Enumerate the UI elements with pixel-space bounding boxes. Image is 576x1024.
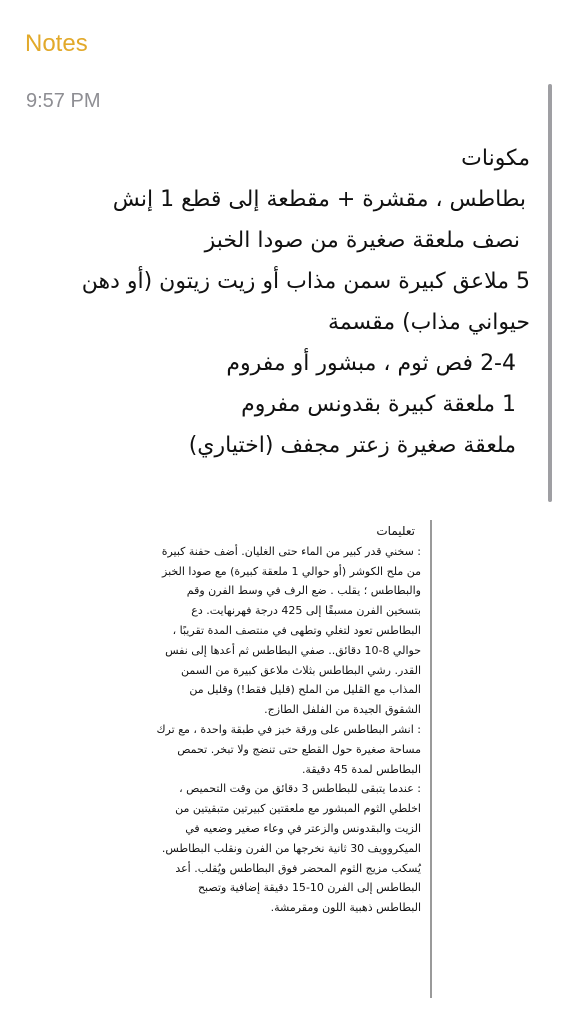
note-line: بطاطس ، مقشرة + مقطعة إلى قطع 1 إنش — [112, 187, 526, 212]
note-body[interactable] — [20, 138, 530, 466]
note-line: نصف ملعقة صغيرة من صودا الخبز — [204, 228, 520, 253]
note-line: 2-4 فص ثوم ، مبشور أو مفروم — [226, 351, 516, 376]
back-to-notes-button[interactable]: Notes — [25, 30, 88, 57]
scroll-indicator[interactable] — [548, 84, 552, 502]
instruction-step: : سخني قدر كبير من الماء حتى الغليان. أضف حفنة كبيرة من ملح الكوشر (أو حوالي 1 ملعقة كبيرة) مع صودا الخبز والبطاطس ؛ يقلب . ضع الرف في وسط الفرن وقم بتسخين الفرن مسبقًا إلى 425 درجة فهرنهايت. دع البطاطس تعود لتغلي وتطهى في منتصف المدة تقريبًا ، حوالي 8-10 دقائق.. صفي البطاطس ثم أعدها إلى نفس القدر. رشي البطاطس بثلاث ملاعق كبيرة من السمن المذاب مع القليل من الملح (قليل فقط!) وقليل من الشقوق الجيدة من الفلفل الطازج. — [161, 544, 421, 717]
note-line: 1 ملعقة كبيرة بقدونس مفروم — [241, 392, 516, 417]
note-line: ملعقة صغيرة زعتر مجفف (اختياري) — [188, 433, 516, 458]
instructions-section — [153, 522, 421, 918]
ingredients-heading: مكونات — [461, 146, 530, 171]
note-timestamp: 9:57 PM — [26, 90, 101, 112]
note-line: 5 ملاعق كبيرة سمن مذاب أو زيت زيتون (أو دهن حيواني مذاب) مقسمة — [81, 269, 530, 335]
instructions-heading: تعليمات — [376, 524, 415, 538]
instruction-step: : عندما يتبقى للبطاطس 3 دقائق من وقت التحميص ، اخلطي الثوم المبشور مع ملعقتين كبيرتين متبقيتين من الزيت والبقدونس والزعتر في وعاء صغير وضعيه في الميكروويف 30 ثانية نخرجها من الفرن ونقلب البطاطس. يُسكب مزيج الثوم المحضر فوق البطاطس ويُقلب. أعد البطاطس إلى الفرن 10-15 دقيقة إضافية وتصبح البطاطس ذهبية اللون ومقرمشة. — [161, 782, 421, 915]
instructions-divider — [430, 520, 432, 998]
instruction-step: : انشر البطاطس على ورقة خبز في طبقة واحدة ، مع ترك مساحة صغيرة حول القطع حتى تنضج ولا تبخر. تحمص البطاطس لمدة 45 دقيقة. — [156, 722, 421, 776]
